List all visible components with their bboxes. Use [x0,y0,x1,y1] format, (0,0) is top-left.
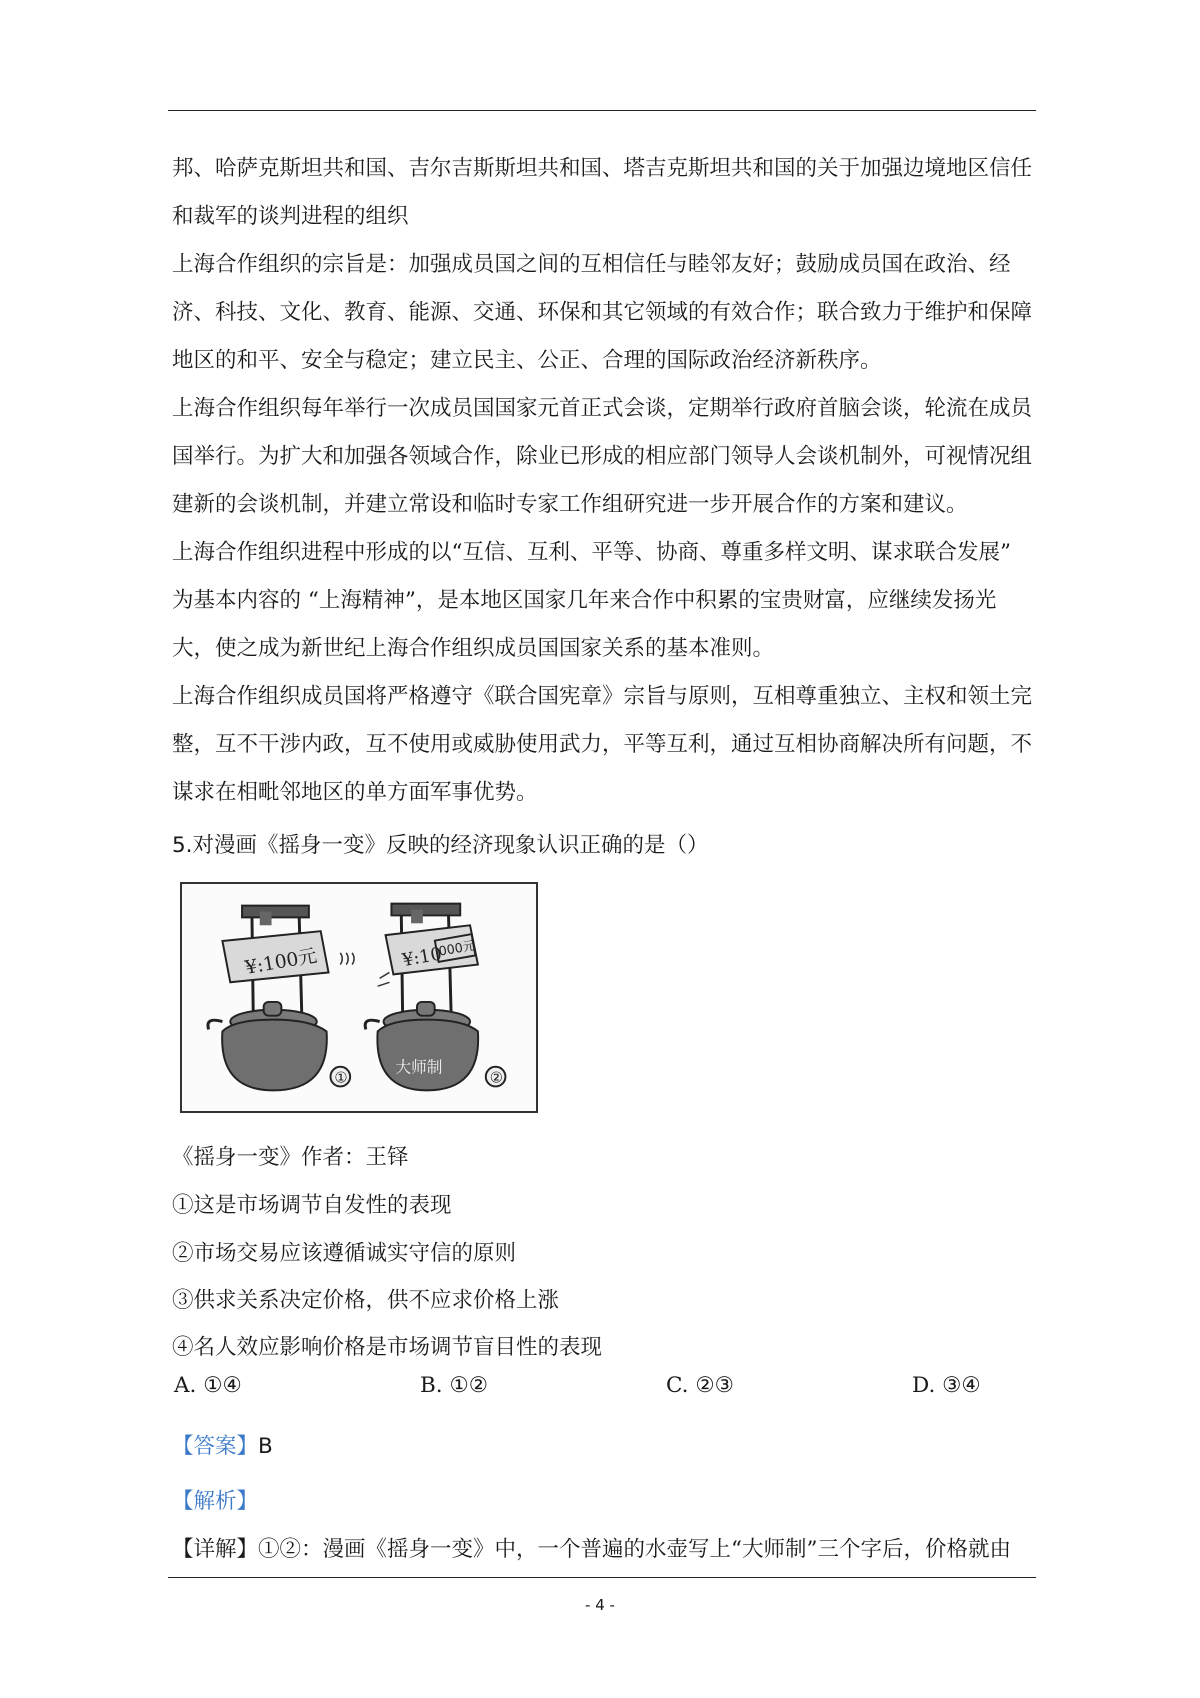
price-tag-right: ¥:10 [400,944,444,972]
cartoon-image [180,882,538,1113]
right-kettle [365,904,505,1091]
option-b-letter: B. [420,1373,443,1398]
motion-marks [340,953,389,986]
passage-line: 上海合作组织进程中形成的以“互信、互利、平等、协商、尊重多样文明、谋求联合发展” [172,540,1011,565]
passage-text [172,145,1034,817]
passage-line: 邦、哈萨克斯坦共和国、吉尔吉斯斯坦共和国、塔吉克斯坦共和国的关于加强边境地区信任 [172,156,1033,181]
option-c-letter: C. [666,1373,689,1398]
passage-line: 济、科技、文化、教育、能源、交通、环保和其它领域的有效合作；联合致力于维护和保障 [172,300,1033,325]
passage-line: 国举行。为扩大和加强各领域合作，除业已形成的相应部门领导人会谈机制外，可视情况组 [172,444,1033,469]
detail-text: ①②：漫画《摇身一变》中，一个普遍的水壶写上“大师制”三个字后，价格就由 [258,1537,1012,1562]
marker-right: ② [489,1069,503,1087]
cartoon-caption: 《摇身一变》作者：王铎 [172,1145,409,1170]
passage-line: 上海合作组织成员国将严格遵守《联合国宪章》宗旨与原则，互相尊重独立、主权和领土完 [172,684,1033,709]
answer-row [172,1429,273,1460]
option-d-letter: D. [912,1373,936,1398]
option-a [174,1373,242,1398]
header-rule [168,110,1036,111]
option-d-text: ③④ [942,1373,981,1398]
pot-label-right: 大师制 [395,1057,443,1077]
cartoon-drawing [182,884,536,1111]
footer-rule [168,1577,1036,1578]
question-number: 5. [172,833,193,858]
price-tag-left: ¥:100元 [243,945,319,979]
passage-line: 谋求在相毗邻地区的单方面军事优势。 [172,780,538,805]
price-tag-right-box: 000元 [437,938,477,960]
option-a-letter: A. [174,1373,197,1398]
passage-line: 建新的会谈机制，并建立常设和临时专家工作组研究进一步开展合作的方案和建议。 [172,492,968,517]
passage-line: 上海合作组织的宗旨是：加强成员国之间的互相信任与睦邻友好；鼓励成员国在政治、经 [172,252,1011,277]
statement-4: ④名人效应影响价格是市场调节盲目性的表现 [172,1335,603,1360]
option-a-text: ①④ [203,1373,242,1398]
option-c-text: ②③ [695,1373,734,1398]
analysis-label: 【解析】 [172,1489,259,1514]
statement-1: ①这是市场调节自发性的表现 [172,1193,452,1218]
answer-value: B [258,1434,273,1459]
passage-line: 大，使之成为新世纪上海合作组织成员国国家关系的基本准则。 [172,636,775,661]
passage-line: 上海合作组织每年举行一次成员国国家元首正式会谈，定期举行政府首脑会谈，轮流在成员 [172,396,1033,421]
passage-line: 和裁军的谈判进程的组织 [172,204,409,229]
statement-3: ③供求关系决定价格，供不应求价格上涨 [172,1288,560,1313]
marker-left: ① [334,1069,348,1087]
passage-line: 地区的和平、安全与稳定；建立民主、公正、合理的国际政治经济新秩序。 [172,348,882,373]
page-number: - 4 - [585,1596,615,1614]
left-kettle [208,906,350,1091]
option-d [912,1373,981,1398]
answer-label: 【答案】 [172,1434,259,1459]
detail-label: 【详解】 [172,1537,259,1562]
question-stem-row [172,828,709,859]
passage-line: 为基本内容的 “上海精神”，是本地区国家几年来合作中积累的宝贵财富，应继续发扬光 [172,588,997,613]
option-b-text: ①② [449,1373,489,1398]
statement-2: ②市场交易应该遵循诚实守信的原则 [172,1241,517,1266]
option-c [666,1373,734,1398]
detail-row [172,1532,1011,1563]
question-stem: 对漫画《摇身一变》反映的经济现象认识正确的是（） [192,833,709,858]
option-b [420,1373,488,1398]
passage-line: 整，互不干涉内政，互不使用或威胁使用武力，平等互利，通过互相协商解决所有问题，不 [172,732,1033,757]
